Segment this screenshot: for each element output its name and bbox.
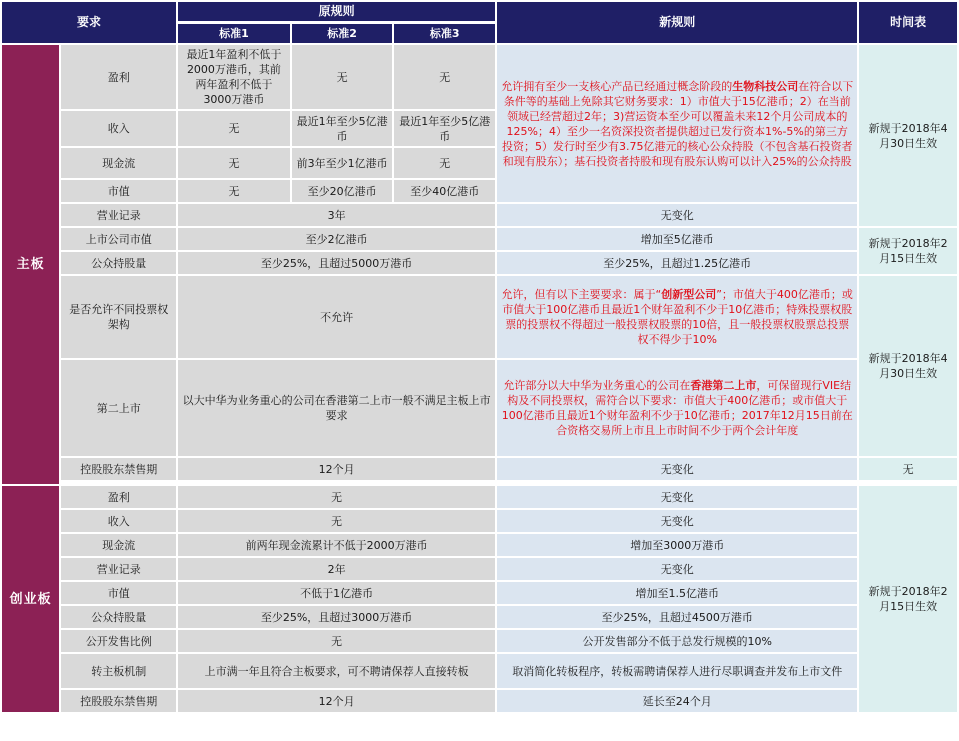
gem-lockup-old: 12个月 xyxy=(178,690,495,712)
gem-req-profit: 盈利 xyxy=(61,486,176,508)
wvr-timeline: 新规于2018年4月30日生效 xyxy=(859,276,957,456)
revenue-std2: 最近1年至少5亿港币 xyxy=(292,111,393,146)
req-lockup: 控股股东禁售期 xyxy=(61,458,176,480)
gem-transfer-new: 取消简化转板程序，转板需聘请保荐人进行尽职调查并发布上市文件 xyxy=(497,654,857,688)
header-standard-3: 标准3 xyxy=(394,24,495,43)
public-float-new: 至少25%，且超过1.25亿港币 xyxy=(497,252,857,274)
gem-lockup-new: 延长至24个月 xyxy=(497,690,857,712)
revenue-std3: 最近1年至少5亿港币 xyxy=(394,111,495,146)
lockup-old: 12个月 xyxy=(178,458,495,480)
gem-revenue-new: 无变化 xyxy=(497,510,857,532)
float-timeline: 新规于2018年2月15日生效 xyxy=(859,228,957,274)
header-old-rules: 原规则 xyxy=(178,2,495,22)
lockup-new: 无变化 xyxy=(497,458,857,480)
req-wvr: 是否允许不同投票权架构 xyxy=(61,276,176,358)
profit-std2: 无 xyxy=(292,45,393,109)
req-listed-cap: 上市公司市值 xyxy=(61,228,176,250)
wvr-old: 不允许 xyxy=(178,276,495,358)
cashflow-std3: 无 xyxy=(394,148,495,178)
gem-track-record-old: 2年 xyxy=(178,558,495,580)
gem-req-cashflow: 现金流 xyxy=(61,534,176,556)
gem-public-float-new: 至少25%，且超过4500万港币 xyxy=(497,606,857,628)
req-revenue: 收入 xyxy=(61,111,176,146)
gem-market-cap-old: 不低于1亿港币 xyxy=(178,582,495,604)
gem-profit-new: 无变化 xyxy=(497,486,857,508)
gem-revenue-old: 无 xyxy=(178,510,495,532)
gem-track-record-new: 无变化 xyxy=(497,558,857,580)
gem-public-offering-new: 公开发售部分不低于总发行规模的10% xyxy=(497,630,857,652)
req-cashflow: 现金流 xyxy=(61,148,176,178)
listed-cap-old: 至少2亿港币 xyxy=(178,228,495,250)
secondary-listing-new: 允许部分以大中华为业务重心的公司在香港第二上市，可保留现行VIE结构及不同投票权，需符合以下要求：市值大于400亿港币；或市值大于100亿港币且最近1个财年盈利不少于10亿港币；2017年12月15日前在合资格交易所上市且上市时间不少于两个会计年度 xyxy=(497,360,857,456)
track-record-new: 无变化 xyxy=(497,204,857,226)
gem-req-transfer: 转主板机制 xyxy=(61,654,176,688)
biotech-timeline: 新规于2018年4月30日生效 xyxy=(859,45,957,226)
gem-market-cap-new: 增加至1.5亿港币 xyxy=(497,582,857,604)
gem-public-offering-old: 无 xyxy=(178,630,495,652)
section-gem: 创业板 xyxy=(2,486,59,712)
header-standard-2: 标准2 xyxy=(292,24,393,43)
req-profit: 盈利 xyxy=(61,45,176,109)
secondary-listing-old: 以大中华为业务重心的公司在香港第二上市一般不满足主板上市要求 xyxy=(178,360,495,456)
header-requirement: 要求 xyxy=(2,2,176,43)
revenue-std1: 无 xyxy=(178,111,290,146)
gem-req-market-cap: 市值 xyxy=(61,582,176,604)
track-record-old: 3年 xyxy=(178,204,495,226)
req-market-cap: 市值 xyxy=(61,180,176,202)
gem-req-revenue: 收入 xyxy=(61,510,176,532)
wvr-new: 允许，但有以下主要要求：属于“创新型公司”；市值大于400亿港币；或市值大于100亿港币且最近1个财年盈利不少于10亿港币；特殊投票权股票的投票权不得超过一般投票权股票的10倍，且一般投票权股票总投票权不得少于10% xyxy=(497,276,857,358)
gem-req-track-record: 营业记录 xyxy=(61,558,176,580)
listed-cap-new: 增加至5亿港币 xyxy=(497,228,857,250)
header-timeline: 时间表 xyxy=(859,2,957,43)
gem-req-public-offering: 公开发售比例 xyxy=(61,630,176,652)
gem-req-public-float: 公众持股量 xyxy=(61,606,176,628)
mktcap-std3: 至少40亿港币 xyxy=(394,180,495,202)
wvr-highlight: 创新型公司 xyxy=(661,288,717,301)
gem-cashflow-old: 前两年现金流累计不低于2000万港币 xyxy=(178,534,495,556)
profit-std1: 最近1年盈利不低于2000万港币，其前两年盈利不低于3000万港币 xyxy=(178,45,290,109)
mktcap-std2: 至少20亿港币 xyxy=(292,180,393,202)
lockup-timeline: 无 xyxy=(859,458,957,480)
gem-public-float-old: 至少25%，且超过3000万港币 xyxy=(178,606,495,628)
mktcap-std1: 无 xyxy=(178,180,290,202)
biotech-highlight: 生物科技公司 xyxy=(732,79,799,93)
gem-transfer-old: 上市满一年且符合主板要求，可不聘请保荐人直接转板 xyxy=(178,654,495,688)
header-standard-1: 标准1 xyxy=(178,24,290,43)
profit-std3: 无 xyxy=(394,45,495,109)
cashflow-std2: 前3年至少1亿港币 xyxy=(292,148,393,178)
section-main-board: 主板 xyxy=(2,45,59,484)
header-new-rules: 新规则 xyxy=(497,2,857,43)
cashflow-std1: 无 xyxy=(178,148,290,178)
req-secondary-listing: 第二上市 xyxy=(61,360,176,456)
gem-req-lockup: 控股股东禁售期 xyxy=(61,690,176,712)
gem-timeline: 新规于2018年2月15日生效 xyxy=(859,486,957,712)
req-public-float: 公众持股量 xyxy=(61,252,176,274)
gem-profit-old: 无 xyxy=(178,486,495,508)
secondary-highlight: 香港第二上市 xyxy=(690,379,757,392)
req-track-record: 营业记录 xyxy=(61,204,176,226)
gem-cashflow-new: 增加至3000万港币 xyxy=(497,534,857,556)
public-float-old: 至少25%，且超过5000万港币 xyxy=(178,252,495,274)
biotech-new-rule: 允许拥有至少一支核心产品已经通过概念阶段的生物科技公司在符合以下条件等的基础上免除其它财务要求：1）市值大于15亿港币；2）在当前领域已经营超过2年；3)营运资本至少可以覆盖未来12个月公司成本的125%；4）至少一名资深投资者提供超过已发行资本1%-5%的第三方投资；5）发行时至少有3.75亿港元的核心公众持股（不包含基石投资者和现有股东）；基石投资者持股和现有股东认购可以计入25%的公众持股 xyxy=(497,45,857,202)
